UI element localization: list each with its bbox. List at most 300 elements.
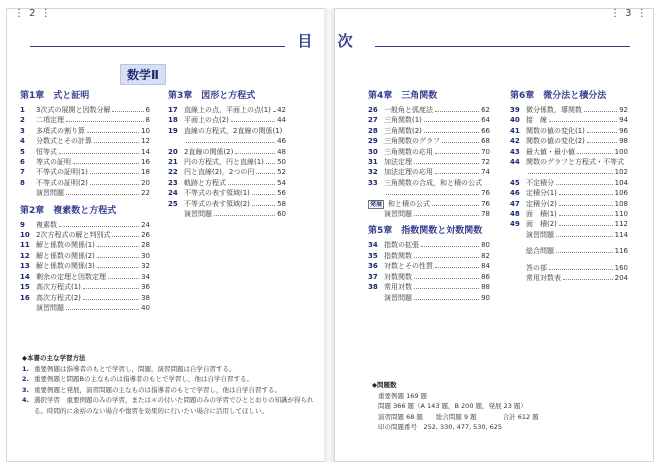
- leader-dots: [556, 235, 613, 237]
- entry-page: 102: [614, 168, 628, 177]
- problem-count-line: 演習問題 68 題 総合問題 9 題 合計 612 題: [378, 412, 539, 421]
- entry-title: 直線上の点，平面上の点(1): [184, 106, 271, 114]
- entry-title: 三角関数(1): [384, 116, 422, 125]
- entry-number: 11: [20, 241, 30, 250]
- entry-number: 10: [20, 231, 30, 240]
- problem-count: [372, 380, 632, 433]
- toc-entry[interactable]: [20, 126, 150, 136]
- entry-number: 18: [168, 116, 178, 125]
- entry-title: 接 線: [526, 116, 547, 125]
- entry-title: 円と直線(2)，2つの円: [184, 168, 255, 177]
- toc-entry[interactable]: [368, 157, 490, 167]
- leader-dots: [66, 120, 144, 122]
- toc-entry[interactable]: [168, 157, 286, 167]
- entry-page: 6: [145, 106, 150, 114]
- toc-entry[interactable]: [510, 115, 628, 125]
- entry-title: 2次方程式の解と判別式: [36, 231, 111, 240]
- entry-page: 90: [481, 293, 490, 302]
- toc-entry[interactable]: [510, 136, 628, 146]
- entry-title: 関数の値の変化(2): [526, 137, 585, 146]
- toc-entry[interactable]: [368, 251, 490, 261]
- entry-number: 30: [368, 147, 378, 156]
- leader-dots: [386, 193, 479, 195]
- leader-dots: [435, 110, 479, 112]
- toc-entry[interactable]: [510, 199, 628, 209]
- entry-title: 三角関数(2): [384, 126, 422, 135]
- toc-entry[interactable]: [368, 147, 490, 157]
- study-notes-heading: ◆本書の主な学習方法: [22, 354, 86, 362]
- entry-title: 不等式の証明(2): [36, 178, 88, 187]
- entry-number: 21: [168, 158, 178, 167]
- entry-number: 38: [368, 283, 378, 292]
- entry-page: 48: [277, 147, 286, 156]
- entry-page: 30: [141, 251, 150, 260]
- toc-entry[interactable]: [168, 126, 286, 136]
- toc-entry[interactable]: [368, 272, 490, 282]
- leader-dots: [256, 172, 275, 174]
- leader-dots: [556, 183, 613, 185]
- entry-page: 52: [277, 168, 286, 177]
- study-note-text: 重要例題は指導者のもとで学習し，問題，演習問題は自学自習する。: [34, 364, 236, 373]
- entry-number: 13: [20, 262, 30, 271]
- entry-number: 1: [20, 106, 25, 114]
- chapter-heading: 第6章 微分法と積分法: [510, 91, 607, 101]
- entry-title: 対数とその性質: [384, 262, 433, 271]
- leader-dots: [424, 131, 479, 133]
- leader-dots: [235, 152, 275, 154]
- leader-dots: [97, 245, 139, 247]
- leader-dots: [186, 141, 275, 143]
- leader-dots: [83, 298, 139, 300]
- leader-dots: [435, 266, 479, 268]
- entry-title: 分数式とその計算: [36, 137, 92, 146]
- entry-number: 41: [510, 126, 520, 135]
- entry-title: 三角関数のグラフ: [384, 137, 440, 146]
- entry-page: 104: [614, 178, 628, 187]
- leader-dots: [266, 162, 275, 164]
- entry-title: 不等式の証明(1): [36, 168, 88, 177]
- leader-dots: [556, 251, 613, 253]
- leader-dots: [97, 256, 139, 258]
- leader-dots: [414, 298, 479, 300]
- problem-count-line: 問題 366 題（A 143 題，B 200 題，発展 23 題）: [378, 402, 527, 410]
- entry-page: 96: [619, 126, 628, 135]
- problem-count-heading: ◆問題数: [372, 381, 397, 389]
- entry-title: 不等式の表す領域(1): [184, 189, 250, 198]
- toc-entry[interactable]: [20, 167, 150, 177]
- entry-page: 50: [277, 158, 286, 167]
- entry-title: 定積分(2): [526, 199, 557, 208]
- leader-dots: [559, 193, 613, 195]
- entry-page: 160: [614, 263, 628, 272]
- toc-column-3: [368, 88, 490, 303]
- entry-title: 常用対数表: [526, 274, 561, 283]
- leader-dots: [563, 278, 613, 280]
- chapter-heading: 第3章 図形と方程式: [168, 91, 256, 101]
- toc-entry[interactable]: [20, 240, 150, 250]
- leader-dots: [87, 131, 139, 133]
- entry-title: 解と係数の関係(2): [36, 251, 95, 260]
- entry-title: 高次方程式(1): [36, 283, 81, 292]
- chapter-heading: 第5章 指数関数と対数関数: [368, 226, 483, 237]
- leader-dots: [414, 214, 479, 216]
- entry-number: 24: [168, 189, 178, 198]
- chapter-heading: 第2章 複素数と方程式: [20, 205, 117, 216]
- entry-page: 82: [481, 251, 490, 260]
- leader-dots: [414, 277, 479, 279]
- entry-page: 92: [619, 106, 628, 114]
- toc-entry[interactable]: [368, 199, 490, 209]
- entry-title: 演習問題: [384, 210, 412, 219]
- entry-number: 40: [510, 116, 520, 125]
- entry-number: 31: [368, 158, 378, 167]
- entry-page: 20: [141, 178, 150, 187]
- entry-page: 106: [614, 189, 628, 198]
- leader-dots: [94, 141, 139, 143]
- toc-entry[interactable]: [510, 263, 628, 273]
- entry-number: 22: [168, 168, 178, 177]
- entry-page: 36: [141, 283, 150, 292]
- entry-title: 軌跡と方程式: [184, 178, 226, 187]
- entry-number: 36: [368, 262, 378, 271]
- entry-number: 48: [510, 210, 520, 219]
- entry-title: 不等式の表す領域(2): [184, 199, 250, 208]
- entry-page: 66: [481, 126, 490, 135]
- entry-page: 108: [614, 199, 628, 208]
- entry-title: 最大値・最小値: [526, 147, 575, 156]
- entry-page: 64: [481, 116, 490, 125]
- entry-page: 88: [481, 283, 490, 292]
- entry-page: 12: [141, 137, 150, 146]
- entry-title: 定積分(1): [526, 189, 557, 198]
- entry-page: 74: [481, 168, 490, 177]
- toc-entry[interactable]: [368, 282, 490, 292]
- entry-title: 面 積(2): [526, 220, 557, 229]
- entry-number: 17: [168, 106, 178, 114]
- entry-number: 15: [20, 283, 30, 292]
- toc-entry[interactable]: [510, 230, 628, 240]
- leader-dots: [435, 152, 479, 154]
- entry-page: 40: [141, 303, 150, 312]
- leader-dots: [549, 120, 617, 122]
- leader-dots: [66, 308, 139, 310]
- leader-dots: [252, 204, 275, 206]
- entry-page: 86: [481, 272, 490, 281]
- chapter-heading: 第4章 三角関数: [368, 91, 438, 101]
- entry-page: 76: [481, 199, 490, 208]
- toc-entry[interactable]: [510, 219, 628, 229]
- leader-dots: [559, 214, 613, 216]
- entry-page: 58: [277, 199, 286, 208]
- entry-title: 解と係数の関係(3): [36, 262, 95, 271]
- subject-label: 数学Ⅱ: [120, 64, 166, 85]
- entry-page: 32: [141, 262, 150, 271]
- entry-title: 3次式の展開と因数分解: [36, 106, 111, 114]
- toc-entry[interactable]: [20, 147, 150, 157]
- left-page-number: ⋮ 2 ⋮: [14, 8, 52, 19]
- entry-number: 42: [510, 137, 520, 146]
- leader-dots: [97, 266, 139, 268]
- entry-number: 28: [368, 126, 378, 135]
- leader-dots: [414, 256, 479, 258]
- leader-dots: [59, 225, 139, 227]
- toc-entry[interactable]: [20, 230, 150, 240]
- toc-entry[interactable]: [510, 178, 628, 188]
- toc-entry[interactable]: [368, 293, 490, 303]
- entry-number: 20: [168, 147, 178, 156]
- title-rule-left: [30, 46, 285, 47]
- entry-number: 4: [20, 137, 25, 146]
- entry-number: 26: [368, 106, 378, 114]
- toc-entry[interactable]: [368, 126, 490, 136]
- entry-title: 加法定理の応用: [384, 168, 433, 177]
- toc-entry[interactable]: [510, 273, 628, 283]
- toc-entry[interactable]: [368, 240, 490, 250]
- entry-number: 発展: [370, 200, 383, 208]
- entry-page: 18: [141, 168, 150, 177]
- toc-entry[interactable]: [368, 261, 490, 271]
- leader-dots: [414, 162, 479, 164]
- entry-number: 6: [20, 158, 25, 167]
- leader-dots: [112, 235, 139, 237]
- entry-number: 39: [510, 106, 520, 114]
- toc-entry[interactable]: [168, 188, 286, 198]
- entry-number: 47: [510, 199, 520, 208]
- entry-title: 2直線の関係(2): [184, 147, 234, 156]
- toc-entry[interactable]: [510, 246, 628, 256]
- entry-page: 10: [141, 126, 150, 135]
- entry-number: 2: [20, 116, 25, 125]
- toc-entry[interactable]: [20, 261, 150, 271]
- entry-page: 94: [619, 116, 628, 125]
- toc-entry[interactable]: [20, 136, 150, 146]
- entry-number: 49: [510, 220, 520, 229]
- entry-title: 演習問題: [526, 230, 554, 239]
- entry-page: 24: [141, 220, 150, 229]
- problem-count-line: 印の問題番号 252, 330, 477, 530, 625: [378, 423, 503, 431]
- toc-entry[interactable]: [20, 220, 150, 230]
- entry-title: 一般角と弧度法: [384, 106, 433, 114]
- toc-entry[interactable]: [20, 272, 150, 282]
- toc-entry[interactable]: [20, 303, 150, 313]
- toc-entry[interactable]: [368, 105, 490, 115]
- entry-title: 答の部: [526, 263, 547, 272]
- entry-number: 5: [20, 147, 25, 156]
- toc-entry[interactable]: [20, 293, 150, 303]
- entry-title: 複素数: [36, 220, 57, 229]
- toc-entry[interactable]: [510, 147, 628, 157]
- entry-page: 44: [277, 116, 286, 125]
- entry-title: 演習問題: [384, 293, 412, 302]
- entry-number: 16: [20, 293, 30, 302]
- leader-dots: [414, 287, 479, 289]
- study-note-text: 重要例題と発展，演習問題の主なものは指導者のもとで学習し，他は自学自習する。: [34, 385, 281, 394]
- entry-page: 84: [481, 262, 490, 271]
- entry-title: 演習問題: [184, 210, 212, 219]
- study-notes: [22, 353, 317, 416]
- entry-page: 54: [277, 178, 286, 187]
- toc-column-1: [20, 88, 150, 313]
- entry-page: 114: [614, 230, 628, 239]
- leader-dots: [231, 120, 275, 122]
- entry-page: 204: [614, 274, 628, 283]
- entry-page: 56: [277, 189, 286, 198]
- entry-number: 29: [368, 137, 378, 146]
- entry-title: 解と係数の関係(1): [36, 241, 95, 250]
- entry-title: 指数の拡張: [384, 241, 419, 250]
- entry-title: 総合問題: [526, 247, 554, 256]
- entry-title: 三角関数の応用: [384, 147, 433, 156]
- entry-page: 26: [141, 231, 150, 240]
- entry-page: 8: [145, 116, 150, 125]
- entry-number: 3: [20, 126, 25, 135]
- leader-dots: [577, 152, 613, 154]
- toc-entry[interactable]: [20, 157, 150, 167]
- toc-entry[interactable]: [168, 136, 286, 146]
- toc-entry[interactable]: [510, 126, 628, 136]
- toc-entry[interactable]: [168, 178, 286, 188]
- toc-entry[interactable]: [368, 136, 490, 146]
- entry-title: 対数関数: [384, 272, 412, 281]
- leader-dots: [584, 110, 617, 112]
- entry-title: 不定積分: [526, 178, 554, 187]
- toc-entry[interactable]: [20, 251, 150, 261]
- entry-number: 44: [510, 158, 520, 167]
- entry-title: 二項定理: [36, 116, 64, 125]
- toc-entry[interactable]: [368, 167, 490, 177]
- entry-number: 14: [20, 272, 30, 281]
- entry-page: 70: [481, 147, 490, 156]
- entry-page: 16: [141, 158, 150, 167]
- book-gutter: [324, 8, 334, 462]
- entry-page: 112: [614, 220, 628, 229]
- study-note-item: [22, 395, 317, 416]
- toc-entry[interactable]: [20, 115, 150, 125]
- entry-number: 37: [368, 272, 378, 281]
- toc-entry[interactable]: [510, 209, 628, 219]
- title-rule-right: [375, 46, 630, 47]
- entry-number: 9: [20, 220, 25, 229]
- leader-dots: [549, 268, 613, 270]
- entry-title: 高次方程式(2): [36, 293, 81, 302]
- study-note-number: 2.: [22, 375, 29, 383]
- toc-column-4: [510, 88, 628, 284]
- entry-number: 12: [20, 251, 30, 260]
- study-note-text: 選択学習 重要例題のみの学習，または＊の付いた問題のみの学習でひととおりの知識が得られる。時間的に余裕のない場合や復習を効果的に行いたい場合に活用してほしい。: [34, 396, 314, 415]
- toc-entry[interactable]: [20, 188, 150, 198]
- leader-dots: [66, 193, 139, 195]
- leader-dots: [112, 110, 143, 112]
- entry-title: 関数の値の変化(1): [526, 126, 585, 135]
- entry-page: 110: [614, 210, 628, 219]
- entry-page: 98: [619, 137, 628, 146]
- toc-entry[interactable]: [368, 188, 490, 198]
- leader-dots: [214, 214, 275, 216]
- leader-dots: [442, 141, 479, 143]
- leader-dots: [421, 245, 479, 247]
- right-page-number: ⋮ 3 ⋮: [610, 8, 648, 19]
- entry-page: 14: [141, 147, 150, 156]
- toc-entry[interactable]: [20, 282, 150, 292]
- leader-dots: [528, 172, 613, 174]
- toc-entry[interactable]: [20, 105, 150, 115]
- toc-entry[interactable]: [168, 115, 286, 125]
- entry-title: 恒等式: [36, 147, 57, 156]
- entry-title: 関数のグラフと方程式・不等式: [526, 158, 624, 167]
- leader-dots: [559, 224, 613, 226]
- entry-number: 33: [368, 178, 378, 187]
- entry-title: 和と積の公式: [388, 199, 431, 208]
- entry-title: 平面上の点(2): [184, 116, 229, 125]
- entry-title: 円の方程式，円と直線(1): [184, 158, 264, 167]
- toc-entry[interactable]: [510, 188, 628, 198]
- leader-dots: [424, 120, 479, 122]
- leader-dots: [83, 287, 139, 289]
- study-note-item: [22, 364, 317, 375]
- entry-number: 7: [20, 168, 25, 177]
- leader-dots: [108, 277, 139, 279]
- entry-number: 27: [368, 116, 378, 125]
- toc-entry[interactable]: [168, 199, 286, 209]
- entry-title: 面 積(1): [526, 210, 557, 219]
- entry-number: 19: [168, 126, 178, 135]
- toc-entry[interactable]: [168, 209, 286, 219]
- toc-title: 目 次: [297, 32, 363, 50]
- leader-dots: [73, 162, 139, 164]
- leader-dots: [435, 172, 479, 174]
- toc-title-wrap: [140, 30, 520, 51]
- entry-page: 42: [277, 106, 286, 114]
- leader-dots: [432, 204, 479, 206]
- toc-entry[interactable]: [20, 178, 150, 188]
- toc-entry[interactable]: [510, 157, 628, 167]
- leader-dots: [252, 193, 275, 195]
- toc-entry[interactable]: [368, 209, 490, 219]
- leader-dots: [90, 183, 139, 185]
- toc-entry[interactable]: [168, 147, 286, 157]
- entry-page: 60: [277, 210, 286, 219]
- entry-page: 34: [141, 272, 150, 281]
- toc-entry[interactable]: [168, 167, 286, 177]
- toc-entry[interactable]: [168, 105, 286, 115]
- leader-dots: [228, 183, 275, 185]
- entry-page: 80: [481, 241, 490, 250]
- entry-number: 8: [20, 178, 25, 187]
- study-note-number: 3.: [22, 385, 29, 394]
- study-note-item: [22, 385, 317, 396]
- toc-column-2: [168, 88, 286, 219]
- entry-page: 46: [277, 137, 286, 146]
- entry-page: 78: [481, 210, 490, 219]
- study-note-number: 4.: [22, 396, 29, 404]
- problem-count-line: 重要例題 169 題: [378, 391, 428, 400]
- entry-title: 指数関数: [384, 251, 412, 260]
- entry-page: 76: [481, 189, 490, 198]
- study-note-text: 重要例題と問題Bの主なものは指導者のもとで学習し，他は自学自習する。: [34, 375, 253, 383]
- toc-entry[interactable]: [510, 167, 628, 177]
- entry-number: 43: [510, 147, 520, 156]
- leader-dots: [273, 110, 275, 112]
- entry-number: 23: [168, 178, 178, 187]
- leader-dots: [587, 141, 617, 143]
- entry-title: 加法定理: [384, 158, 412, 167]
- toc-entry[interactable]: [368, 178, 490, 188]
- entry-title: 演習問題: [36, 303, 64, 312]
- leader-dots: [559, 204, 613, 206]
- toc-entry[interactable]: [510, 105, 628, 115]
- chapter-heading: 第1章 式と証明: [20, 91, 90, 101]
- toc-entry[interactable]: [368, 115, 490, 125]
